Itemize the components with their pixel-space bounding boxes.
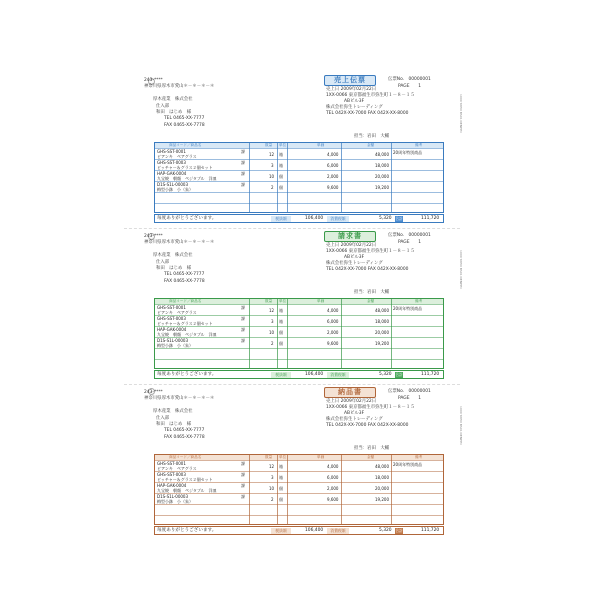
items-table (154, 298, 444, 369)
subtotal-label: 税抜額 (271, 528, 291, 534)
item-code: GHS-SST-0001 (157, 304, 186, 310)
item-name: 梅型小鉢 小（朱） (157, 186, 193, 192)
total-value: 111,720 (421, 528, 440, 533)
item-amount: 20,000 (375, 486, 389, 491)
row-divider (155, 460, 443, 461)
item-unit: 個 (279, 486, 283, 491)
item-qty: 2 (271, 341, 274, 346)
item-price: 9,600 (327, 341, 339, 346)
denpyo-number: 伝票No. 00000001 (388, 77, 431, 82)
items-table (154, 454, 444, 525)
row-divider (155, 359, 443, 360)
item-qty: 12 (269, 152, 275, 157)
item-code: D1S-S1L-00003 (157, 493, 189, 499)
row-divider (155, 304, 443, 305)
col-divider (277, 299, 278, 368)
item-price: 4,000 (327, 308, 339, 313)
item-price: 9,600 (327, 185, 339, 190)
issuer-company: 株式会社弥生トレーディング (326, 417, 383, 422)
item-qty: 12 (269, 308, 275, 313)
item-name: 梅型小鉢 小（朱） (157, 342, 193, 348)
total-value: 111,720 (421, 216, 440, 221)
header-qty: 数量 (265, 299, 273, 303)
recipient-address: 神奈川県厚木市愛山＊－＊－＊－＊ (144, 84, 215, 89)
item-code: GHS-SST-0003 (157, 471, 186, 477)
item-qty: 2 (271, 497, 274, 502)
col-divider (391, 299, 392, 368)
item-name: 九宝焼 朝顔 ペジタブル 洋皿 (157, 487, 217, 493)
totals-bar (154, 214, 444, 223)
item-tax: 課 (241, 148, 245, 154)
item-name: ピアンキ ペアグラス (157, 465, 197, 471)
tax-label: 消費税額 (327, 216, 349, 222)
item-amount: 19,200 (375, 341, 389, 346)
item-price: 4,000 (327, 464, 339, 469)
sales-date: 売上日 2009年02月22日 (326, 87, 377, 92)
total-label: 合計 (395, 216, 403, 221)
form-title: 売上伝票 (324, 75, 376, 86)
recipient-fax: FAX 0465-XX-7778 (164, 123, 205, 128)
item-qty: 2 (271, 185, 274, 190)
item-amount: 19,200 (375, 497, 389, 502)
denpyo-number: 伝票No. 00000001 (388, 389, 431, 394)
item-code: D1S-S1L-00003 (157, 337, 189, 343)
thanks-message: 毎度ありがとうございます。 (157, 216, 217, 221)
col-divider (287, 455, 288, 524)
total-value: 111,720 (421, 372, 440, 377)
header-price: 単価 (317, 143, 325, 147)
recipient-dept: 仕入部 (156, 260, 170, 265)
col-divider (341, 299, 342, 368)
item-code: HAP-GAK-0004 (157, 170, 187, 176)
item-price: 6,000 (327, 163, 339, 168)
item-amount: 20,000 (375, 174, 389, 179)
header-amount: 金額 (367, 143, 375, 147)
row-divider (155, 148, 443, 149)
item-price: 6,000 (327, 319, 339, 324)
item-code: GHS-SST-0001 (157, 148, 186, 154)
item-unit: 個 (279, 341, 283, 346)
item-unit: 箱 (279, 308, 283, 313)
items-table (154, 142, 444, 213)
recipient-tel: TEL 0465-XX-7777 (164, 116, 205, 121)
item-note: 20周年特別商品 (393, 462, 423, 467)
row-divider (155, 203, 443, 204)
recipient-address: 神奈川県厚木市愛山＊－＊－＊－＊ (144, 240, 215, 245)
header-price: 単価 (317, 455, 325, 459)
col-divider (277, 143, 278, 212)
side-code: 1000 YAYOI BS01 DENPYO (459, 406, 463, 445)
item-price: 6,000 (327, 475, 339, 480)
item-note: 20周年特別商品 (393, 150, 423, 155)
item-tax: 課 (241, 315, 245, 321)
row-divider (155, 315, 443, 316)
invoice-form (140, 228, 463, 386)
item-price: 2,000 (327, 330, 339, 335)
col-divider (249, 455, 250, 524)
item-name: ピアンキ ペアグラス (157, 309, 197, 315)
item-price: 2,000 (327, 174, 339, 179)
invoice-form (140, 72, 463, 230)
subtotal-value: 106,400 (305, 528, 324, 533)
item-tax: 課 (241, 170, 245, 176)
item-unit: 箱 (279, 464, 283, 469)
issuer-building: ABビル3F (344, 255, 365, 260)
item-tax: 課 (241, 482, 245, 488)
issuer-tel-fax: TEL 042X-XX-7000 FAX 042X-XX-8000 (326, 267, 409, 272)
row-divider (155, 348, 443, 349)
header-price: 単価 (317, 299, 325, 303)
header-unit: 単位 (279, 143, 287, 147)
item-qty: 3 (271, 475, 274, 480)
row-divider (155, 504, 443, 505)
item-qty: 12 (269, 464, 275, 469)
form-title: 請求書 (324, 231, 376, 242)
subtotal-label: 税抜額 (271, 372, 291, 378)
header-product: 商品コード／商品名 (169, 455, 202, 459)
item-amount: 19,200 (375, 185, 389, 190)
item-name: ピアンキ ペアグラス (157, 153, 197, 159)
tax-label: 消費税額 (327, 372, 349, 378)
item-tax: 課 (241, 159, 245, 165)
totals-bar (154, 370, 444, 379)
side-code: 1000 YAYOI BS01 DENPYO (459, 250, 463, 289)
col-divider (341, 143, 342, 212)
issuer-address: 1XX-0066 東京都福生市弥生町１－８－１５ (326, 405, 415, 410)
item-amount: 18,000 (375, 319, 389, 324)
item-code: GHS-SST-0003 (157, 315, 186, 321)
subtotal-label: 税抜額 (271, 216, 291, 222)
item-code: GHS-SST-0003 (157, 159, 186, 165)
item-unit: 個 (279, 330, 283, 335)
recipient-dept: 仕入部 (156, 416, 170, 421)
item-price: 4,000 (327, 152, 339, 157)
recipient-company: 厚木産業 株式会社 (153, 253, 193, 258)
col-divider (391, 455, 392, 524)
header-note: 備考 (415, 143, 423, 147)
issuer-address: 1XX-0066 東京都福生市弥生町１－８－１５ (326, 249, 415, 254)
header-qty: 数量 (265, 143, 273, 147)
recipient-tel: TEL 0465-XX-7777 (164, 428, 205, 433)
totals-bar (154, 526, 444, 535)
page-number: PAGE 1 (398, 84, 422, 89)
invoice-form (140, 384, 463, 542)
recipient-person: 和田 はじめ 様 (156, 422, 192, 427)
item-name: ピッチャー＆グラス２個セット (157, 320, 213, 326)
item-price: 2,000 (327, 486, 339, 491)
col-divider (287, 143, 288, 212)
col-divider (287, 299, 288, 368)
issuer-company: 株式会社弥生トレーディング (326, 105, 383, 110)
item-qty: 10 (269, 486, 275, 491)
col-divider (249, 143, 250, 212)
item-note: 20周年特別商品 (393, 306, 423, 311)
recipient-person: 和田 はじめ 様 (156, 266, 192, 271)
item-tax: 課 (241, 304, 245, 310)
item-amount: 20,000 (375, 330, 389, 335)
item-amount: 48,000 (375, 308, 389, 313)
sales-date: 売上日 2009年02月22日 (326, 399, 377, 404)
item-amount: 18,000 (375, 475, 389, 480)
recipient-zip: 243-**** (144, 234, 163, 239)
tax-value: 5,320 (379, 372, 392, 377)
thanks-message: 毎度ありがとうございます。 (157, 528, 217, 533)
item-qty: 3 (271, 319, 274, 324)
item-code: GHS-SST-0001 (157, 460, 186, 466)
tax-label: 消費税額 (327, 528, 349, 534)
item-tax: 課 (241, 460, 245, 466)
issuer-building: ABビル3F (344, 99, 365, 104)
col-divider (277, 455, 278, 524)
sales-rep: 担当：岩田 大輔 (354, 446, 390, 451)
page-number: PAGE 1 (398, 396, 422, 401)
row-divider (155, 471, 443, 472)
item-amount: 48,000 (375, 152, 389, 157)
item-name: 九宝焼 朝顔 ペジタブル 洋皿 (157, 175, 217, 181)
item-qty: 10 (269, 174, 275, 179)
item-tax: 課 (241, 493, 245, 499)
item-amount: 18,000 (375, 163, 389, 168)
recipient-company: 厚木産業 株式会社 (153, 409, 193, 414)
recipient-fax: FAX 0465-XX-7778 (164, 279, 205, 284)
item-code: HAP-GAK-0004 (157, 482, 187, 488)
subtotal-value: 106,400 (305, 216, 324, 221)
item-unit: 箱 (279, 163, 283, 168)
item-tax: 課 (241, 471, 245, 477)
item-tax: 課 (241, 337, 245, 343)
header-note: 備考 (415, 455, 423, 459)
sales-date: 売上日 2009年02月22日 (326, 243, 377, 248)
item-name: ピッチャー＆グラス２個セット (157, 476, 213, 482)
row-divider (155, 159, 443, 160)
header-qty: 数量 (265, 455, 273, 459)
recipient-tel: TEL 0465-XX-7777 (164, 272, 205, 277)
item-code: D1S-S1L-00003 (157, 181, 189, 187)
header-product: 商品コード／商品名 (169, 143, 202, 147)
header-note: 備考 (415, 299, 423, 303)
tax-value: 5,320 (379, 528, 392, 533)
sales-rep: 担当：岩田 大輔 (354, 134, 390, 139)
col-divider (391, 143, 392, 212)
item-unit: 箱 (279, 152, 283, 157)
row-divider (155, 515, 443, 516)
item-price: 9,600 (327, 497, 339, 502)
col-divider (341, 455, 342, 524)
item-qty: 10 (269, 330, 275, 335)
item-name: 梅型小鉢 小（朱） (157, 498, 193, 504)
recipient-dept: 仕入部 (156, 104, 170, 109)
recipient-company: 厚木産業 株式会社 (153, 97, 193, 102)
issuer-tel-fax: TEL 042X-XX-7000 FAX 042X-XX-8000 (326, 111, 409, 116)
item-code: HAP-GAK-0004 (157, 326, 187, 332)
thanks-message: 毎度ありがとうございます。 (157, 372, 217, 377)
side-code: 1000 YAYOI BS01 DENPYO (459, 94, 463, 133)
recipient-zip: 243-**** (144, 390, 163, 395)
item-unit: 個 (279, 185, 283, 190)
item-name: 九宝焼 朝顔 ペジタブル 洋皿 (157, 331, 217, 337)
item-unit: 箱 (279, 319, 283, 324)
header-amount: 金額 (367, 455, 375, 459)
item-name: ピッチャー＆グラス２個セット (157, 164, 213, 170)
item-unit: 箱 (279, 475, 283, 480)
item-amount: 48,000 (375, 464, 389, 469)
item-unit: 個 (279, 174, 283, 179)
recipient-address: 神奈川県厚木市愛山＊－＊－＊－＊ (144, 396, 215, 401)
total-label: 合計 (395, 372, 403, 377)
header-amount: 金額 (367, 299, 375, 303)
issuer-company: 株式会社弥生トレーディング (326, 261, 383, 266)
page-number: PAGE 1 (398, 240, 422, 245)
issuer-address: 1XX-0066 東京都福生市弥生町１－８－１５ (326, 93, 415, 98)
tax-value: 5,320 (379, 216, 392, 221)
recipient-person: 和田 はじめ 様 (156, 110, 192, 115)
header-unit: 単位 (279, 299, 287, 303)
item-unit: 個 (279, 497, 283, 502)
total-label: 合計 (395, 528, 403, 533)
col-divider (249, 299, 250, 368)
item-tax: 課 (241, 326, 245, 332)
item-qty: 3 (271, 163, 274, 168)
header-unit: 単位 (279, 455, 287, 459)
issuer-building: ABビル3F (344, 411, 365, 416)
header-product: 商品コード／商品名 (169, 299, 202, 303)
recipient-fax: FAX 0465-XX-7778 (164, 435, 205, 440)
form-title: 納品書 (324, 387, 376, 398)
denpyo-number: 伝票No. 00000001 (388, 233, 431, 238)
sales-rep: 担当：岩田 大輔 (354, 290, 390, 295)
recipient-zip: 243-**** (144, 78, 163, 83)
row-divider (155, 192, 443, 193)
issuer-tel-fax: TEL 042X-XX-7000 FAX 042X-XX-8000 (326, 423, 409, 428)
item-tax: 課 (241, 181, 245, 187)
subtotal-value: 106,400 (305, 372, 324, 377)
